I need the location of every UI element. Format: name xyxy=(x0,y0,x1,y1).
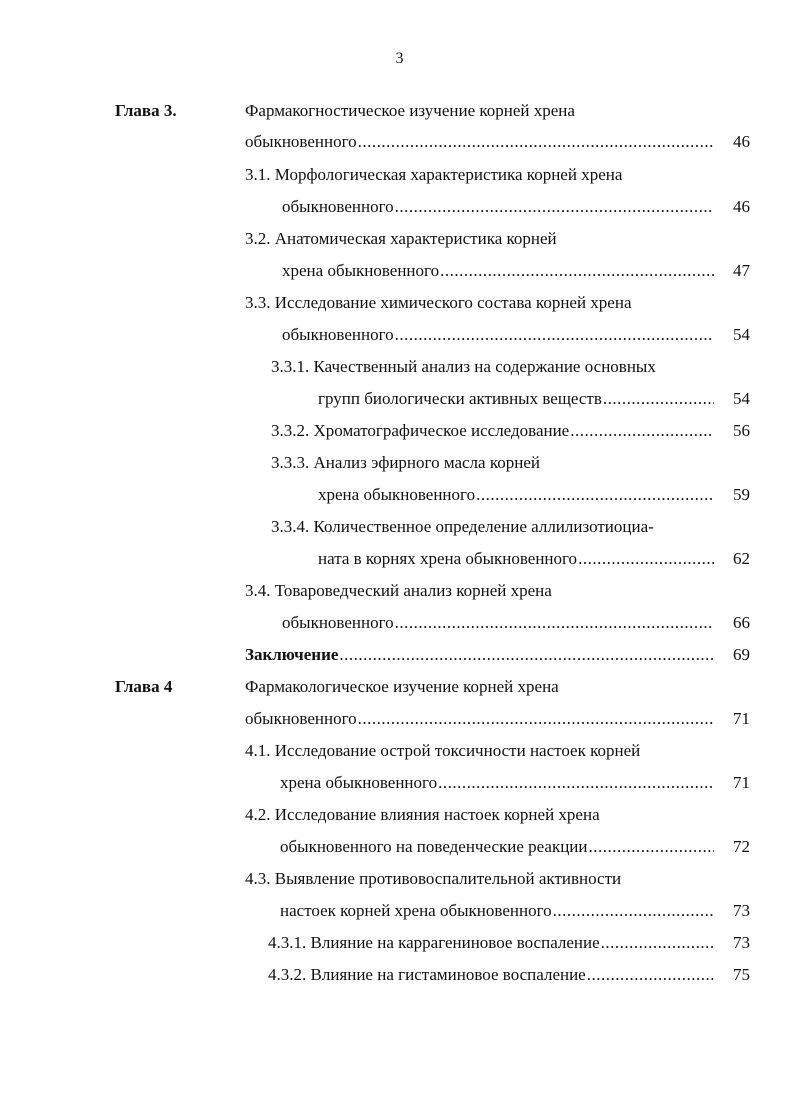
toc-page-number: 62 xyxy=(733,549,750,568)
chapter-3-label: Глава 3. xyxy=(115,101,177,120)
toc-entry-text: обыкновенного на поведенческие реакции xyxy=(280,837,588,856)
toc-page-number: 54 xyxy=(733,325,750,344)
toc-entry-3-1: 3.1. Морфологическая характеристика корней хрена xyxy=(245,165,623,184)
toc-page-number: 56 xyxy=(733,421,750,440)
toc-entry-3-3-3-cont xyxy=(318,482,716,508)
toc-entry-3-3-2 xyxy=(271,418,716,444)
dot-leader xyxy=(438,770,714,796)
toc-entry-3-3-1-cont xyxy=(318,386,716,412)
toc-entry-chapter-3-title-cont xyxy=(245,129,716,155)
toc-entry-conclusion xyxy=(245,642,716,668)
dot-leader xyxy=(395,610,714,636)
toc-page-number: 72 xyxy=(733,837,750,856)
dot-leader xyxy=(570,418,714,444)
toc-entry-3-3: 3.3. Исследование химического состава корней хрена xyxy=(245,293,632,312)
toc-entry-3-3-1: 3.3.1. Качественный анализ на содержание основных xyxy=(271,357,656,376)
dot-leader xyxy=(440,258,714,284)
toc-page-number: 69 xyxy=(733,645,750,664)
toc-entry-chapter-3-title: Фармакогностическое изучение корней хрена xyxy=(245,101,575,120)
dot-leader xyxy=(395,322,714,348)
dot-leader xyxy=(553,898,714,924)
toc-entry-4-3-2 xyxy=(268,962,716,988)
toc-page-number: 73 xyxy=(733,901,750,920)
toc-entry-3-2: 3.2. Анатомическая характеристика корней xyxy=(245,229,557,248)
dot-leader xyxy=(587,962,714,988)
toc-entry-text: обыкновенного xyxy=(282,325,394,344)
toc-entry-text: обыкновенного xyxy=(282,613,394,632)
toc-entry-text: обыкновенного xyxy=(282,197,394,216)
toc-page-number: 71 xyxy=(733,773,750,792)
dot-leader xyxy=(476,482,714,508)
toc-entry-text: хрена обыкновенного xyxy=(280,773,438,792)
toc-entry-text: настоек корней хрена обыкновенного xyxy=(280,901,552,920)
toc-entry-text: 3.3.2. Хроматографическое исследование xyxy=(271,421,570,440)
toc-page-number: 47 xyxy=(733,261,750,280)
dot-leader xyxy=(358,129,714,155)
chapter-4-label: Глава 4 xyxy=(115,677,173,696)
toc-entry-3-4-cont xyxy=(282,610,716,636)
toc-entry-chapter-4-title: Фармакологическое изучение корней хрена xyxy=(245,677,559,696)
toc-entry-3-1-cont xyxy=(282,194,716,220)
toc-entry-3-3-4: 3.3.4. Количественное определение аллилизотиоциа- xyxy=(271,517,654,536)
toc-entry-text: обыкновенного xyxy=(245,132,357,151)
toc-entry-text: Заключение xyxy=(245,645,339,664)
toc-entry-3-2-cont xyxy=(282,258,716,284)
toc-entry-3-3-4-cont xyxy=(318,546,716,572)
toc-entry-4-1: 4.1. Исследование острой токсичности настоек корней xyxy=(245,741,641,760)
dot-leader xyxy=(339,642,714,668)
toc-entry-text: ната в корнях хрена обыкновенного xyxy=(318,549,578,568)
toc-page-number: 75 xyxy=(733,965,750,984)
toc-entry-4-2: 4.2. Исследование влияния настоек корней хрена xyxy=(245,805,600,824)
dot-leader xyxy=(358,706,714,732)
toc-entry-3-4: 3.4. Товароведческий анализ корней хрена xyxy=(245,581,552,600)
toc-page-number: 71 xyxy=(733,709,750,728)
toc-page-number: 46 xyxy=(733,197,750,216)
toc-page-number: 59 xyxy=(733,485,750,504)
toc-entry-text: хрена обыкновенного xyxy=(282,261,440,280)
toc-entry-text: обыкновенного xyxy=(245,709,357,728)
toc-entry-4-3: 4.3. Выявление противовоспалительной активности xyxy=(245,869,622,888)
dot-leader xyxy=(395,194,714,220)
toc-page-number: 54 xyxy=(733,389,750,408)
toc-entry-3-3-cont xyxy=(282,322,716,348)
toc-entry-4-3-cont xyxy=(280,898,716,924)
dot-leader xyxy=(578,546,714,572)
toc-entry-text: хрена обыкновенного xyxy=(318,485,476,504)
toc-entry-4-3-1 xyxy=(268,930,716,956)
dot-leader xyxy=(589,834,715,860)
toc-entry-text: 4.3.2. Влияние на гистаминовое воспаление xyxy=(268,965,586,984)
toc-page-number: 46 xyxy=(733,132,750,151)
toc-entry-text: групп биологически активных веществ xyxy=(318,389,602,408)
toc-page-number: 66 xyxy=(733,613,750,632)
dot-leader xyxy=(601,930,714,956)
toc-entry-chapter-4-title-cont xyxy=(245,706,716,732)
page-number: 3 xyxy=(395,50,404,67)
toc-entry-4-2-cont xyxy=(280,834,716,860)
toc-page-number: 73 xyxy=(733,933,750,952)
dot-leader xyxy=(603,386,714,412)
toc-entry-text: 4.3.1. Влияние на каррагениновое воспаление xyxy=(268,933,600,952)
toc-entry-4-1-cont xyxy=(280,770,716,796)
toc-entry-3-3-3: 3.3.3. Анализ эфирного масла корней xyxy=(271,453,540,472)
